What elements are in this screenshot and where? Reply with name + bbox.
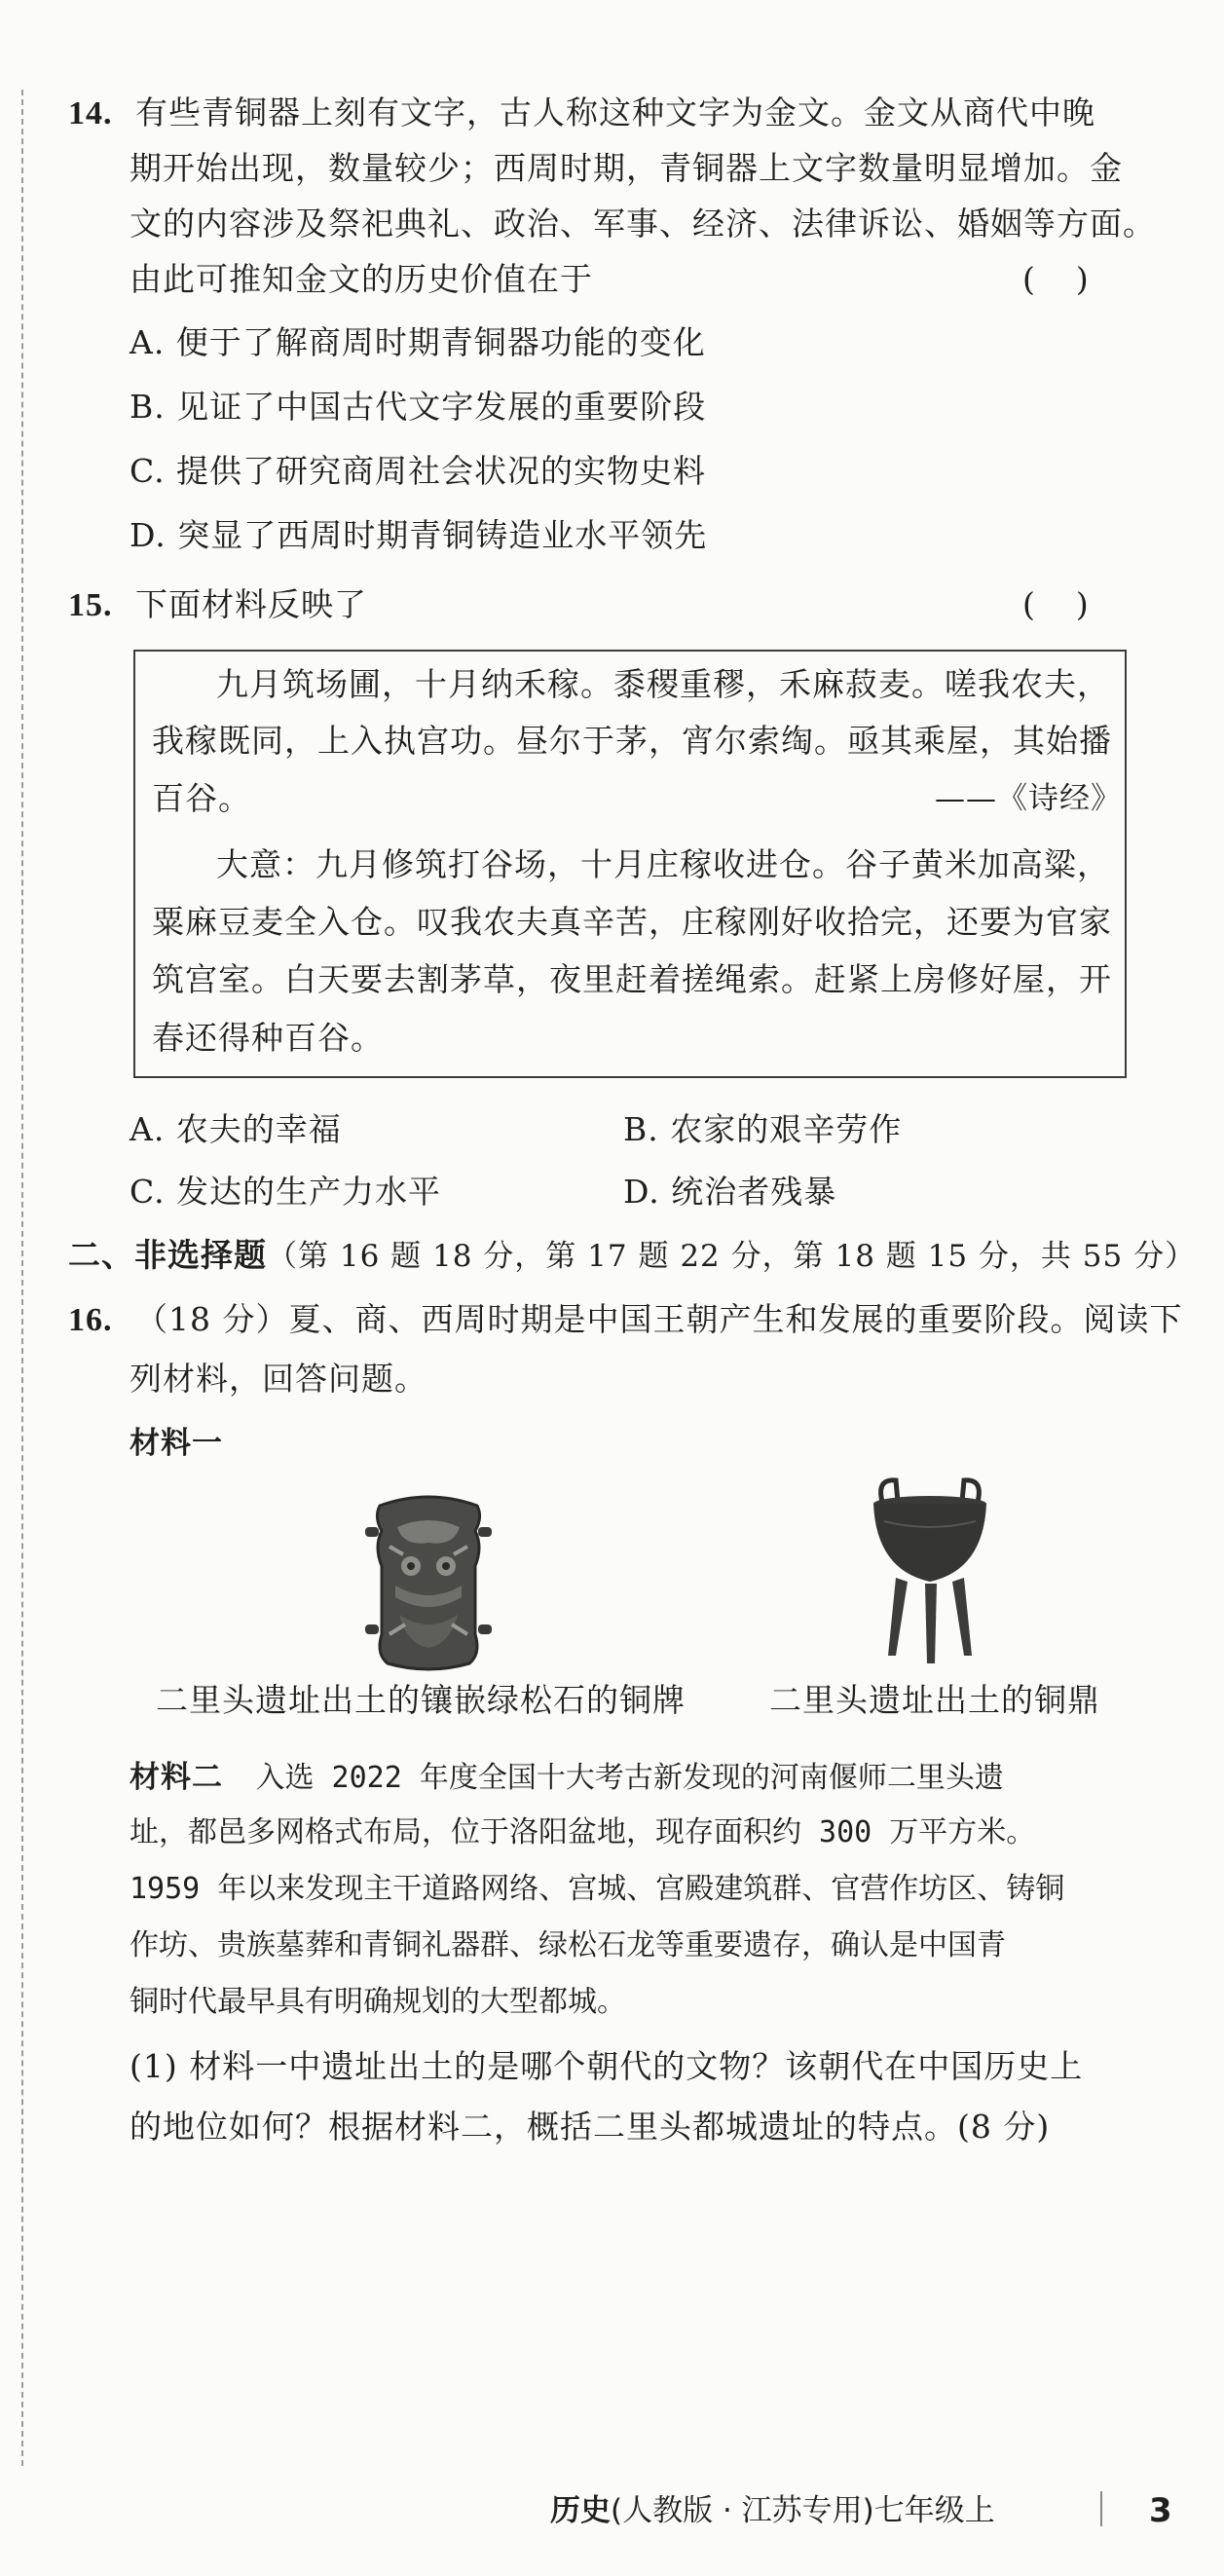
option-a: A. 便于了解商周时期青铜器功能的变化 [130, 323, 706, 361]
poem-line: 我稼既同，上入执宫功。昼尔于茅，宵尔索绹。亟其乘屋，其始播 [152, 722, 1112, 760]
section-detail: （第 16 题 18 分，第 17 题 22 分，第 18 题 15 分，共 55 分） [267, 1239, 1197, 1274]
meaning-line: 筑宫室。白天要去割茅草，夜里赶着搓绳索。赶紧上房修好屋，开 [152, 960, 1112, 998]
binding-margin-line [21, 90, 23, 2466]
question-text: 期开始出现，数量较少；西周时期，青铜器上文字数量明显增加。金 [130, 149, 1123, 187]
option-d: D. 统治者残暴 [623, 1173, 837, 1211]
option-a: A. 农夫的幸福 [130, 1110, 342, 1148]
poem-line: 九月筑场圃，十月纳禾稼。黍稷重穋，禾麻菽麦。嗟我农夫， [216, 665, 1110, 703]
question-text: （18 分）夏、商、西周时期是中国王朝产生和发展的重要阶段。阅读下 [135, 1300, 1183, 1338]
answer-bracket: ( ) [1022, 585, 1089, 623]
option-c: C. 发达的生产力水平 [130, 1173, 442, 1211]
meaning-line: 大意：九月修筑打谷场，十月庄稼收进仓。谷子黄米加高粱， [216, 845, 1110, 883]
page-number: 3 [1149, 2491, 1172, 2530]
question-text: 有些青铜器上刻有文字，古人称这种文字为金文。金文从商代中晚 [135, 93, 1095, 131]
section-title: 二、非选择题 [68, 1236, 267, 1274]
option-d: D. 突显了西周时期青铜铸造业水平领先 [130, 516, 708, 554]
subquestion-text: 的地位如何？根据材料二，概括二里头都城遗址的特点。(8 分) [130, 2108, 1051, 2146]
material-text: 作坊、贵族墓葬和青铜礼器群、绿松石龙等重要遗存，确认是中国青 [130, 1928, 1006, 1962]
footer-edition: (人教版 · 江苏专用)七年级上 [611, 2493, 995, 2528]
question-number: 14. [68, 95, 113, 131]
figure-caption: 二里头遗址出土的镶嵌绿松石的铜牌 [156, 1681, 686, 1719]
meaning-line: 春还得种百谷。 [152, 1019, 384, 1057]
footer-subject: 历史 [550, 2493, 611, 2528]
material-text: 址，都邑多网格式布局，位于洛阳盆地，现存面积约 300 万平方米。 [130, 1815, 1036, 1849]
question-text: 列材料，回答问题。 [130, 1360, 427, 1398]
source-citation: ——《诗经》 [935, 781, 1122, 816]
figure-caption: 二里头遗址出土的铜鼎 [769, 1681, 1100, 1719]
meaning-line: 粟麻豆麦全入仓。叹我农夫真辛苦，庄稼刚好收拾完，还要为官家 [152, 903, 1112, 941]
answer-bracket: ( ) [1022, 260, 1089, 298]
bronze-ding-vessel-image [857, 1473, 1003, 1667]
turquoise-bronze-plaque-image [360, 1488, 497, 1673]
question-text: 下面材料反映了 [135, 585, 367, 623]
subquestion-text: (1) 材料一中遗址出土的是哪个朝代的文物？该朝代在中国历史上 [130, 2047, 1084, 2085]
material-text: 铜时代最早具有明确规划的大型都城。 [130, 1985, 626, 2019]
question-text: 文的内容涉及祭祀典礼、政治、军事、经济、法律诉讼、婚姻等方面。 [130, 205, 1156, 243]
poem-line: 百谷。 [152, 779, 251, 817]
section-heading [68, 1236, 1196, 1276]
option-c: C. 提供了研究商周社会状况的实物史料 [130, 452, 707, 490]
question-number: 15. [68, 587, 113, 623]
material-text: 1959 年以来发现主干道路网络、宫城、宫殿建筑群、官营作坊区、铸铜 [130, 1872, 1065, 1906]
question-number: 16. [68, 1302, 113, 1338]
material-text: 入选 2022 年度全国十大考古新发现的河南偃师二里头遗 [255, 1761, 1004, 1795]
question-text: 由此可推知金文的历史价值在于 [130, 260, 593, 298]
footer-divider [1100, 2491, 1102, 2526]
option-b: B. 农家的艰辛劳作 [623, 1110, 903, 1148]
material-label: 材料一 [130, 1426, 223, 1461]
footer-book-info [550, 2491, 995, 2530]
material-label: 材料二 [130, 1760, 223, 1795]
option-b: B. 见证了中国古代文字发展的重要阶段 [130, 388, 707, 426]
